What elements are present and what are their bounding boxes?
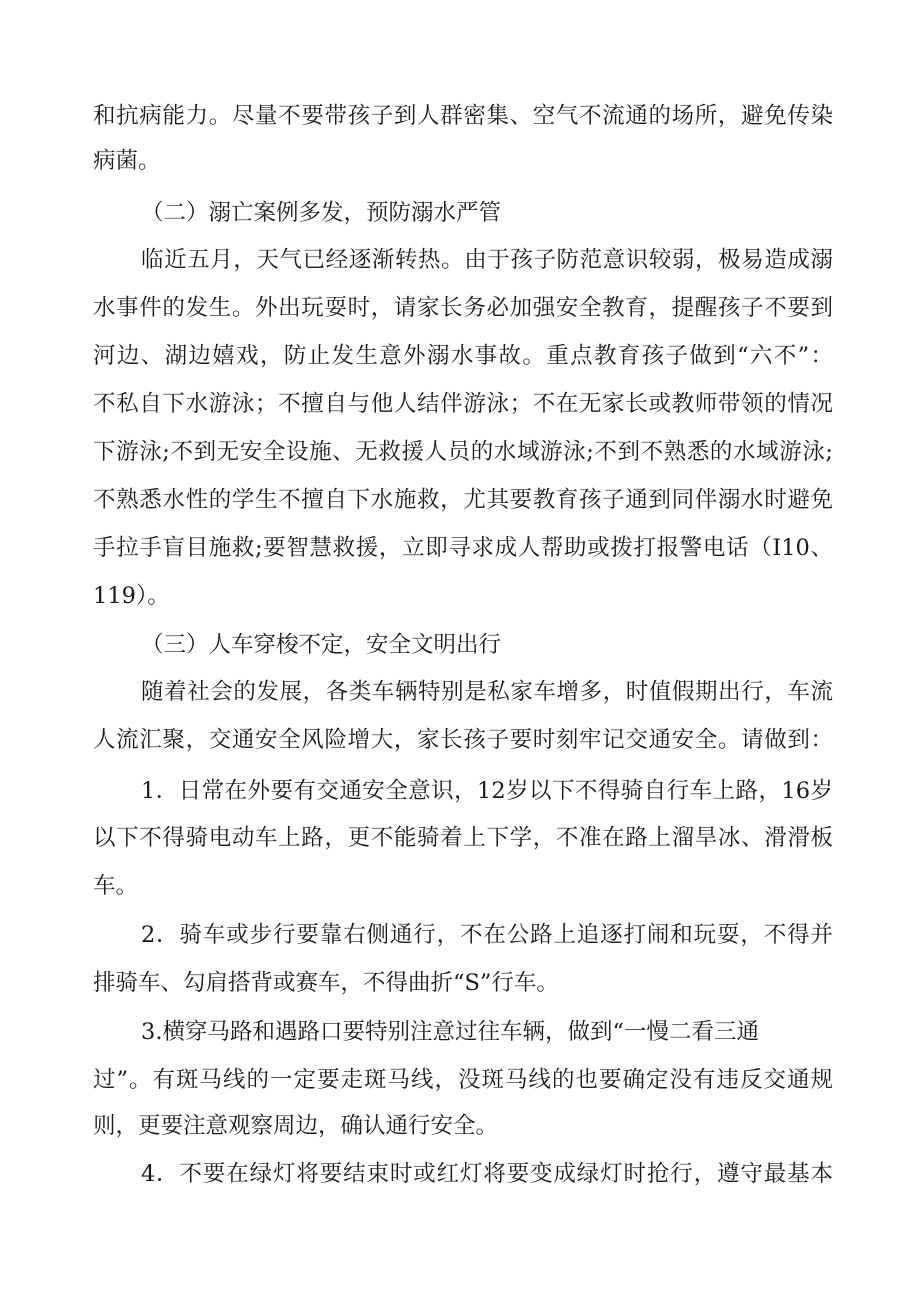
section-heading: （三）人车穿梭不定，安全文明出行	[141, 632, 502, 658]
list-item-line: 车。	[93, 873, 139, 899]
list-item-line: 4．不要在绿灯将要结束时或红灯将要变成绿灯时抢行，遵守最基本	[141, 1161, 833, 1187]
body-text-line: 河边、湖边嬉戏，防止发生意外溺水事故。重点教育孩子做到“六不”：	[93, 343, 833, 369]
body-text-line: 下游泳;不到无安全设施、无救援人员的水域游泳;不到不熟悉的水域游泳;	[93, 439, 833, 465]
list-item-line: 3.横穿马路和遇路口要特别注意过往车辆，做到“一慢二看三通	[141, 1019, 759, 1045]
body-text-line: 不熟悉水性的学生不擅自下水施救，尤其要教育孩子通到同伴溺水时避免	[93, 487, 833, 513]
body-text-line: 水事件的发生。外出玩耍时，请家长务必加强安全教育，提醒孩子不要到	[93, 295, 833, 321]
list-item-line: 以下不得骑电动车上路，更不能骑着上下学，不准在路上溜旱冰、滑滑板	[93, 825, 833, 851]
body-text-line: 病菌。	[93, 148, 161, 174]
list-item-line: 排骑车、勾肩搭背或赛车，不得曲折“S”行车。	[93, 970, 559, 996]
body-text-line: 和抗病能力。尽量不要带孩子到人群密集、空气不流通的场所，避免传染	[93, 103, 833, 129]
body-text-line: 不私自下水游泳；不擅自与他人结伴游泳；不在无家长或教师带领的情况	[93, 391, 833, 417]
list-item-line: 1．日常在外要有交通安全意识，12岁以下不得骑自行车上路，16岁	[141, 778, 833, 804]
section-heading: （二）溺亡案例多发，预防溺水严管	[141, 200, 502, 226]
body-text-line: 手拉手盲目施救;要智慧救援，立即寻求成人帮助或拨打报警电话（I10、	[93, 535, 833, 561]
list-item-line: 则，更要注意观察周边，确认通行安全。	[93, 1113, 499, 1139]
list-item-line: 过”。有斑马线的一定要走斑马线，没斑马线的也要确定没有违反交通规	[93, 1067, 833, 1093]
body-text-line: 119）。	[93, 583, 170, 609]
body-text-line: 临近五月，天气已经逐渐转热。由于孩子防范意识较弱，极易造成溺	[141, 247, 833, 273]
list-item-line: 2．骑车或步行要靠右侧通行，不在公路上追逐打闹和玩耍，不得并	[141, 922, 833, 948]
body-text-line: 随着社会的发展，各类车辆特别是私家车增多，时值假期出行，车流	[141, 679, 833, 705]
body-text-line: 人流汇聚，交通安全风险增大，家长孩子要时刻牢记交通安全。请做到：	[93, 727, 833, 753]
